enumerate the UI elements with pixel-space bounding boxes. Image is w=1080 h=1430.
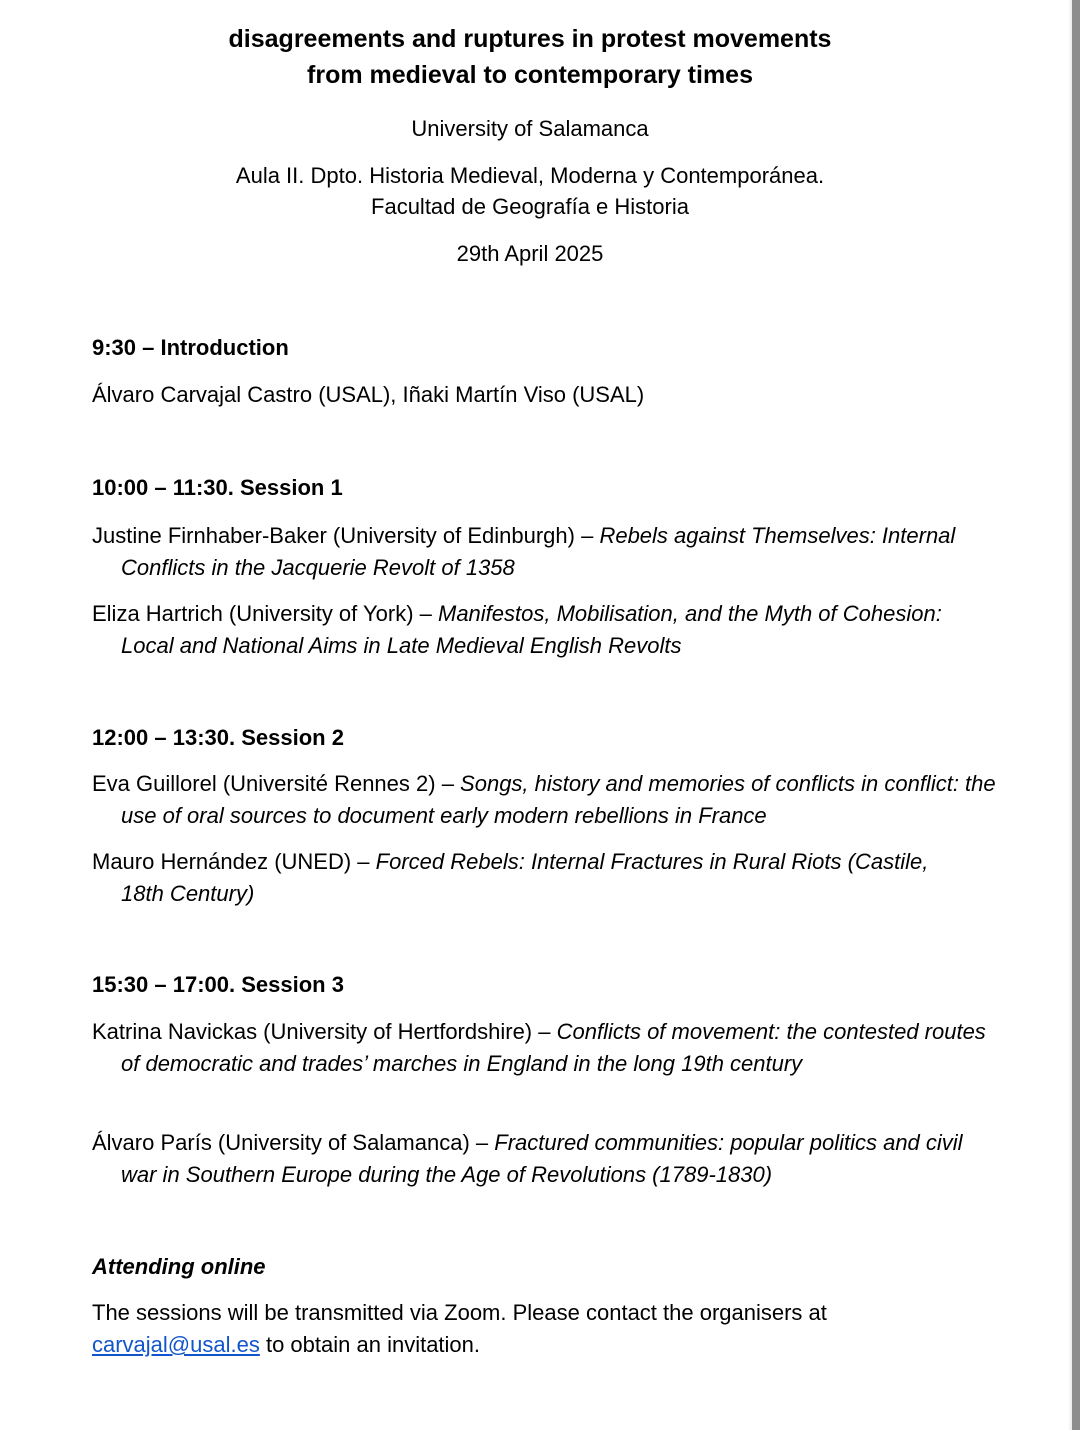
institution: University of Salamanca [411,116,649,141]
talk-title: Manifestos, Mobilisation, and the Myth of Cohesion: Local and National Aims in Late Medieval English Revolts [121,601,942,658]
talk-speaker: Justine Firnhaber-Baker (University of Edinburgh) – [92,523,600,548]
session-3-talk-1 [92,1016,1001,1080]
talk-title: Fractured communities: popular politics and civil war in Southern Europe during the Age of Revolutions (1789-1830) [121,1130,963,1187]
session-3-talk-2 [92,1127,1001,1191]
session-2-talk-2 [92,846,951,910]
introduction-heading: 9:30 – Introduction [92,335,289,360]
title-line-1: disagreements and ruptures in protest movements [228,25,832,53]
talk-speaker: Eliza Hartrich (University of York) – [92,601,438,626]
talk-speaker: Álvaro París (University of Salamanca) – [92,1130,495,1155]
session-1-heading: 10:00 – 11:30. Session 1 [92,475,343,500]
talk-title: Songs, history and memories of conflicts in conflict: the use of oral sources to document early modern rebellions in France [121,771,996,828]
document-title [0,21,1060,93]
venue-line-2: Facultad de Geografía e Historia [371,194,689,219]
venue-line-1: Aula II. Dpto. Historia Medieval, Moderna y Contemporánea. [235,163,825,188]
talk-speaker: Eva Guillorel (Université Rennes 2) – [92,771,461,796]
online-text-before: The sessions will be transmitted via Zoom. Please contact the organisers at [92,1300,827,1325]
introduction-speakers: Álvaro Carvajal Castro (USAL), Iñaki Martín Viso (USAL) [92,382,645,407]
session-2-talk-1 [92,768,1001,832]
talk-speaker: Mauro Hernández (UNED) – [92,849,376,874]
talk-title: Conflicts of movement: the contested routes of democratic and trades’ marches in England in the long 19th century [121,1019,986,1076]
session-1-talk-1 [92,520,1001,584]
talk-speaker: Katrina Navickas (University of Hertfordshire) – [92,1019,557,1044]
attending-online-heading: Attending online [92,1254,266,1279]
attending-online-text [92,1297,922,1361]
title-line-2: from medieval to contemporary times [307,61,753,89]
talk-title: Rebels against Themselves: Internal Conflicts in the Jacquerie Revolt of 1358 [121,523,956,580]
online-text-after: to obtain an invitation. [259,1332,481,1357]
window-side-strip [1072,0,1080,1430]
session-1-talk-2 [92,598,951,662]
session-3-heading: 15:30 – 17:00. Session 3 [92,972,344,997]
contact-email-link[interactable]: carvajal@usal.es [92,1332,260,1357]
event-date: 29th April 2025 [456,241,604,266]
session-2-heading: 12:00 – 13:30. Session 2 [92,725,344,750]
talk-title: Forced Rebels: Internal Fractures in Rural Riots (Castile, 18th Century) [121,849,929,906]
